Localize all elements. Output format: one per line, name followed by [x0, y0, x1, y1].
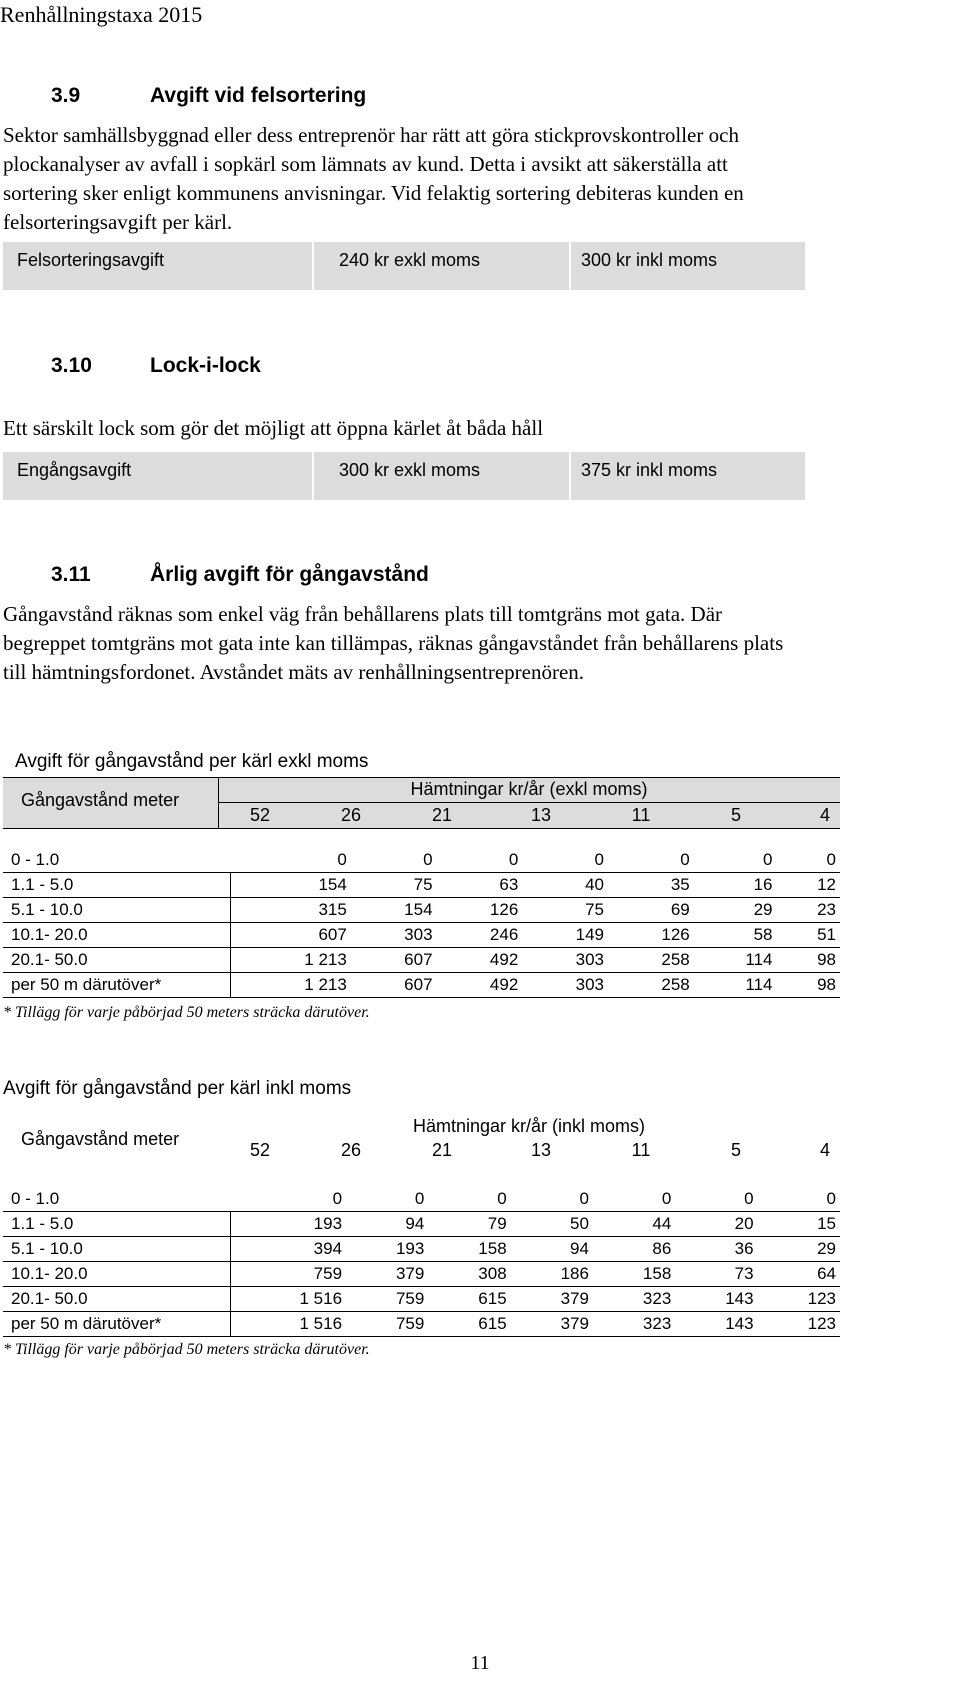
table-inkl-body — [3, 1187, 840, 1337]
cell: 615 — [428, 1312, 510, 1337]
table-inkl-title: Avgift för gångavstånd per kärl inkl moms — [3, 1078, 352, 1099]
section-3-11-body — [3, 600, 958, 687]
table-exkl-title: Avgift för gångavstånd per kärl exkl moms — [15, 751, 369, 772]
cell: 492 — [437, 973, 523, 998]
cell: 75 — [351, 873, 437, 898]
fee-box-divider — [569, 452, 571, 500]
cell: 323 — [593, 1312, 675, 1337]
row-label: 20.1- 50.0 — [3, 948, 231, 973]
cell: 759 — [346, 1312, 428, 1337]
section-3-10-body — [3, 414, 958, 443]
fee-inkl: 375 kr inkl moms — [581, 460, 718, 480]
cell: 492 — [437, 948, 523, 973]
cell: 143 — [675, 1287, 757, 1312]
column-header-freq: 52 — [249, 805, 271, 825]
table-inkl-header — [3, 1113, 840, 1163]
cell: 0 — [414, 1189, 425, 1208]
text-line: Gångavstånd räknas som enkel väg från behållarens plats till tomtgräns mot gata. Där — [3, 602, 723, 626]
column-header-freq: 11 — [631, 1140, 651, 1160]
cell: 246 — [437, 923, 523, 948]
cell: 69 — [608, 898, 694, 923]
cell: 158 — [428, 1237, 510, 1262]
column-header-freq: 11 — [631, 805, 651, 825]
table-row — [3, 973, 840, 998]
column-header-distance: Gångavstånd meter — [21, 1129, 180, 1149]
cell: 79 — [428, 1212, 510, 1237]
cell: 114 — [694, 948, 777, 973]
cell: 193 — [231, 1212, 347, 1237]
cell: 308 — [428, 1262, 510, 1287]
cell: 379 — [511, 1287, 593, 1312]
cell: 154 — [351, 898, 437, 923]
cell: 40 — [522, 873, 608, 898]
cell: 0 — [497, 1189, 507, 1208]
cell: 607 — [231, 923, 351, 948]
cell: 20 — [675, 1212, 757, 1237]
cell: 323 — [593, 1287, 675, 1312]
cell: 0 — [763, 850, 773, 869]
cell: 51 — [777, 923, 841, 948]
cell: 158 — [593, 1262, 675, 1287]
table-inkl-footnote: * Tillägg för varje påbörjad 50 meters sträcka därutöver. — [3, 1341, 370, 1358]
cell: 35 — [608, 873, 694, 898]
page-header-title: Renhållningstaxa 2015 — [0, 2, 203, 27]
cell: 154 — [231, 873, 351, 898]
cell: 86 — [593, 1237, 675, 1262]
fee-box-divider — [569, 242, 571, 290]
page-number: 11 — [470, 1652, 490, 1674]
text-line: till hämtningsfordonet. Avståndet mäts av renhållningsentreprenören. — [3, 660, 585, 684]
cell: 114 — [694, 973, 777, 998]
column-header-freq: 13 — [530, 1140, 552, 1160]
table-row — [3, 1262, 840, 1287]
cell: 94 — [511, 1237, 593, 1262]
cell: 36 — [675, 1237, 757, 1262]
column-header-freq: 13 — [530, 805, 552, 825]
cell: 75 — [522, 898, 608, 923]
row-label: 0 - 1.0 — [11, 850, 60, 869]
row-label: 20.1- 50.0 — [3, 1287, 231, 1312]
cell: 73 — [675, 1262, 757, 1287]
cell: 379 — [346, 1262, 428, 1287]
cell: 759 — [231, 1262, 347, 1287]
fee-exkl: 240 kr exkl moms — [339, 250, 481, 270]
cell: 0 — [594, 850, 605, 869]
table-row — [3, 873, 840, 898]
cell: 29 — [694, 898, 777, 923]
row-label: per 50 m därutöver* — [3, 973, 231, 998]
table-row — [3, 923, 840, 948]
section-3-9-body — [3, 121, 958, 237]
cell: 0 — [680, 850, 690, 869]
cell: 1 516 — [231, 1312, 347, 1337]
section-3-10-title: Lock-i-lock — [150, 354, 261, 377]
fee-inkl: 300 kr inkl moms — [581, 250, 718, 270]
cell: 615 — [428, 1287, 510, 1312]
table-row — [3, 898, 840, 923]
fee-label: Engångsavgift — [17, 460, 132, 480]
cell: 258 — [608, 973, 694, 998]
cell: 94 — [346, 1212, 428, 1237]
cell: 394 — [231, 1237, 347, 1262]
cell: 149 — [522, 923, 608, 948]
cell: 258 — [608, 948, 694, 973]
cell: 1 516 — [231, 1287, 347, 1312]
cell: 0 — [423, 850, 433, 869]
header-divider — [218, 802, 840, 803]
fee-box-divider — [312, 242, 314, 290]
text-line: plockanalyser av avfall i sopkärl som lämnats av kund. Detta i avsikt att säkerställa att — [3, 152, 728, 176]
row-label: 10.1- 20.0 — [3, 923, 231, 948]
section-3-10-number: 3.10 — [51, 354, 92, 377]
table-row — [3, 1287, 840, 1312]
fee-box-lock-i-lock — [3, 452, 805, 500]
section-3-9-title: Avgift vid felsortering — [150, 84, 367, 107]
cell: 759 — [346, 1287, 428, 1312]
cell: 29 — [758, 1237, 840, 1262]
cell: 1 213 — [231, 973, 351, 998]
cell: 607 — [351, 973, 437, 998]
cell: 303 — [522, 948, 608, 973]
text-line: sortering sker enligt kommunens anvisningar. Vid felaktig sortering debiteras kunden en — [3, 181, 744, 205]
fee-box-divider — [312, 452, 314, 500]
row-label: 1.1 - 5.0 — [3, 873, 231, 898]
cell: 98 — [777, 948, 841, 973]
cell: 303 — [522, 973, 608, 998]
fee-exkl: 300 kr exkl moms — [339, 460, 481, 480]
fee-label: Felsorteringsavgift — [17, 250, 165, 270]
table-row — [3, 1312, 840, 1337]
column-header-freq: 52 — [249, 1140, 271, 1160]
table-row — [3, 1237, 840, 1262]
cell: 1 213 — [231, 948, 351, 973]
section-3-11-number: 3.11 — [51, 563, 91, 586]
section-3-11-title: Årlig avgift för gångavstånd — [150, 563, 429, 586]
cell: 126 — [608, 923, 694, 948]
column-header-freq: 21 — [431, 1140, 453, 1160]
row-label: 5.1 - 10.0 — [3, 1237, 231, 1262]
cell: 23 — [777, 898, 841, 923]
cell: 123 — [758, 1287, 840, 1312]
table-row — [3, 1187, 840, 1212]
cell: 0 — [332, 1189, 343, 1208]
text-line: Ett särskilt lock som gör det möjligt att öppna kärlet åt båda håll — [3, 416, 544, 440]
cell: 186 — [511, 1262, 593, 1287]
column-group-header: Hämtningar kr/år (inkl moms) — [412, 1116, 646, 1136]
row-label: 10.1- 20.0 — [3, 1262, 231, 1287]
table-exkl-header — [3, 777, 840, 829]
column-header-distance: Gångavstånd meter — [21, 790, 180, 810]
cell: 58 — [694, 923, 777, 948]
cell: 0 — [744, 1189, 754, 1208]
cell: 379 — [511, 1312, 593, 1337]
column-header-freq: 26 — [340, 1140, 362, 1160]
cell: 193 — [346, 1237, 428, 1262]
column-group-header: Hämtningar kr/år (exkl moms) — [410, 779, 648, 799]
cell: 0 — [508, 850, 519, 869]
cell: 12 — [777, 873, 841, 898]
cell: 44 — [593, 1212, 675, 1237]
row-label: 1.1 - 5.0 — [3, 1212, 231, 1237]
cell: 15 — [758, 1212, 840, 1237]
cell: 126 — [437, 898, 523, 923]
table-exkl-body — [3, 848, 840, 998]
text-line: felsorteringsavgift per kärl. — [3, 210, 233, 234]
cell: 0 — [337, 850, 347, 869]
fee-box-felsortering — [3, 242, 805, 290]
row-label: 0 - 1.0 — [11, 1189, 60, 1208]
section-3-9-number: 3.9 — [51, 84, 81, 107]
column-header-freq: 26 — [340, 805, 362, 825]
cell: 16 — [694, 873, 777, 898]
table-row — [3, 948, 840, 973]
cell: 98 — [777, 973, 841, 998]
row-label: 5.1 - 10.0 — [3, 898, 231, 923]
column-header-freq: 4 — [819, 1140, 830, 1160]
column-header-freq: 5 — [730, 1140, 741, 1160]
cell: 50 — [511, 1212, 593, 1237]
table-row — [3, 1212, 840, 1237]
cell: 63 — [437, 873, 523, 898]
cell: 64 — [758, 1262, 840, 1287]
column-header-freq: 4 — [819, 805, 830, 825]
column-header-freq: 21 — [431, 805, 453, 825]
cell: 0 — [826, 1189, 836, 1208]
cell: 143 — [675, 1312, 757, 1337]
column-header-freq: 5 — [730, 805, 741, 825]
cell: 303 — [351, 923, 437, 948]
text-line: begreppet tomtgräns mot gata inte kan tillämpas, räknas gångavståndet från behållarens plats — [3, 631, 784, 655]
cell: 0 — [579, 1189, 589, 1208]
cell: 607 — [351, 948, 437, 973]
cell: 0 — [826, 850, 836, 869]
cell: 123 — [758, 1312, 840, 1337]
text-line: Sektor samhällsbyggnad eller dess entreprenör har rätt att göra stickprovskontroller och — [3, 123, 739, 147]
table-row — [3, 848, 840, 873]
cell: 0 — [661, 1189, 672, 1208]
cell: 315 — [231, 898, 351, 923]
table-exkl-footnote: * Tillägg för varje påbörjad 50 meters sträcka därutöver. — [3, 1004, 370, 1021]
row-label: per 50 m därutöver* — [3, 1312, 231, 1337]
